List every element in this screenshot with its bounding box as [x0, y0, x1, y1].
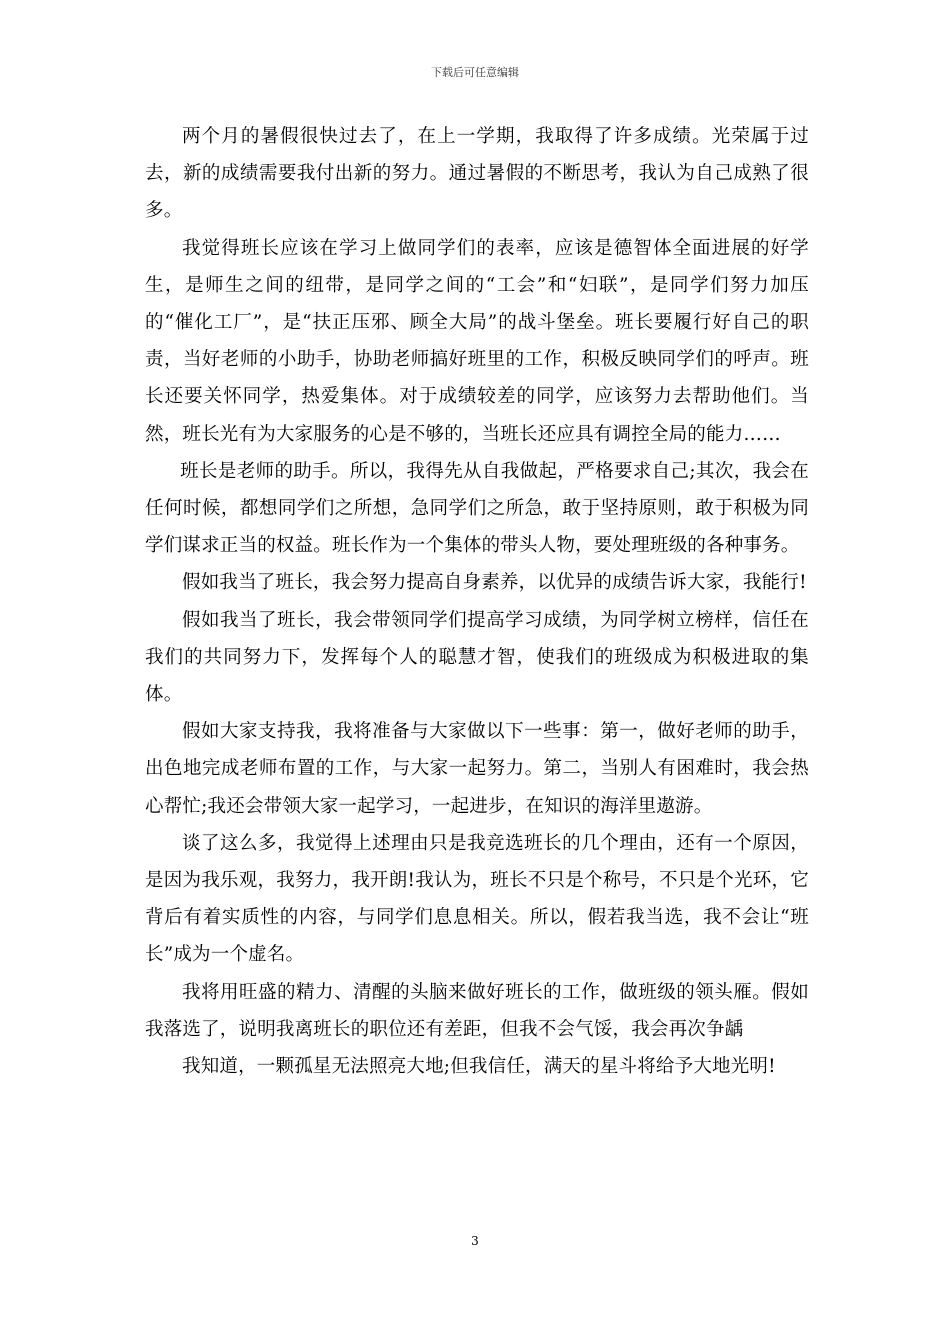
paragraph-1: 两个月的暑假很快过去了，在上一学期，我取得了许多成绩。光荣属于过去，新的成绩需要我付出新的努力。通过暑假的不断思考，我认为自己成熟了很多。	[145, 126, 809, 222]
paragraph-3: 班长是老师的助手。所以，我得先从自我做起，严格要求自己;其次，我会在任何时候，都想同学们之所想，急同学们之所急，敢于坚持原则，敢于积极为同学们谋求正当的权益。班长作为一个集体的带头人物，要处理班级的各种事务。	[145, 460, 809, 557]
paragraph-5: 假如我当了班长，我会带领同学们提高学习成绩，为同学树立榜样，信任在我们的共同努力下，发挥每个人的聪慧才智，使我们的班级成为积极进取的集体。	[145, 609, 809, 706]
document-body	[145, 118, 809, 1085]
paragraph-6: 假如大家支持我，我将准备与大家做以下一些事：第一，做好老师的助手，出色地完成老师布置的工作，与大家一起努力。第二，当别人有困难时，我会热心帮忙;我还会带领大家一起学习，一起进步，在知识的海洋里遨游。	[145, 721, 809, 817]
paragraph-2: 我觉得班长应该在学习上做同学们的表率，应该是德智体全面进展的好学生，是师生之间的纽带，是同学之间的“工会”和“妇联”，是同学们努力加压的“催化工厂”，是“扶正压邪、顾全大局”的战斗堡垒。班长要履行好自己的职责，当好老师的小助手，协助老师搞好班里的工作，积极反映同学们的呼声。班长还要关怀同学，热爱集体。对于成绩较差的同学，应该努力去帮助他们。当然，班长光有为大家服务的心是不够的，当班长还应具有调控全局的能力……	[145, 237, 809, 445]
paragraph-4: 假如我当了班长，我会努力提高自身素养，以优异的成绩告诉大家，我能行!	[182, 572, 807, 594]
paragraph-9: 我知道，一颗孤星无法照亮大地;但我信任，满天的星斗将给予大地光明!	[182, 1056, 776, 1078]
paragraph-7: 谈了这么多，我觉得上述理由只是我竞选班长的几个理由，还有一个原因，是因为我乐观，我努力，我开朗!我认为，班长不只是个称号，不只是个光环，它背后有着实质性的内容，与同学们息息相关。所以，假若我当选，我不会让“班长”成为一个虚名。	[145, 832, 809, 966]
page-header: 下载后可任意编辑	[431, 66, 519, 79]
page-number: 3	[471, 1234, 479, 1248]
paragraph-8: 我将用旺盛的精力、清醒的头脑来做好班长的工作，做班级的领头雁。假如我落选了，说明我离班长的职位还有差距，但我不会气馁，我会再次争龋	[145, 981, 809, 1040]
